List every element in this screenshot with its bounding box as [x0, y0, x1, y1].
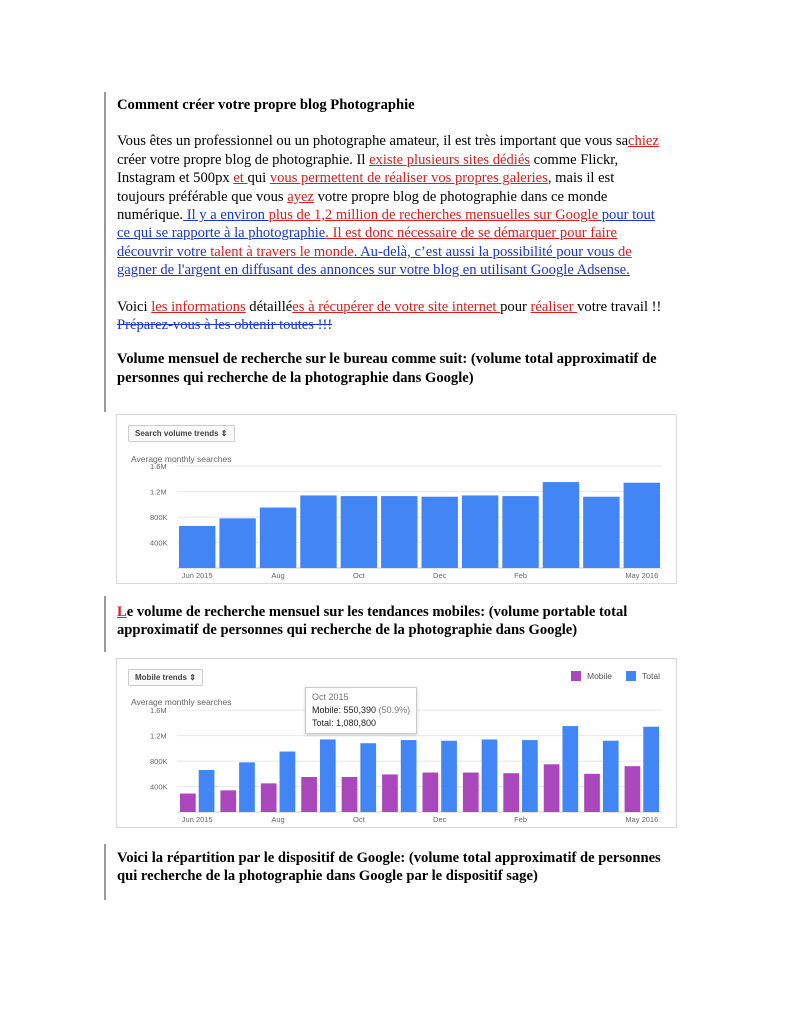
- x-tick-label: Feb: [514, 815, 528, 824]
- y-tick-label: 1.2M: [150, 487, 167, 497]
- x-tick-label: Jun 2015: [181, 571, 213, 580]
- bar-apr-2016[interactable]: [583, 497, 619, 568]
- x-tick-label: Dec: [433, 571, 447, 580]
- x-tick-label: Dec: [433, 815, 447, 824]
- y-tick-label: 1.6M: [150, 462, 167, 472]
- text-run: qui: [247, 170, 270, 187]
- text-run: Préparez-vous à les obtenir toutes !!!: [117, 317, 333, 334]
- y-tick-label: 400K: [150, 782, 168, 792]
- bar-mobile-jun-2015[interactable]: [180, 794, 196, 812]
- text-run: . Il est donc nécessaire de se démarquer pour faire: [325, 225, 618, 242]
- bar-oct-2015[interactable]: [341, 496, 377, 568]
- chart-subtitle: Average monthly searches: [131, 454, 232, 464]
- text-run: existe plusieurs sites dédiés: [369, 151, 530, 168]
- bar-mobile-jan-2016[interactable]: [463, 773, 479, 812]
- bar-dec-2015[interactable]: [422, 497, 458, 568]
- paragraph-info: [117, 298, 662, 335]
- tooltip-total: Total: 1,080,800: [312, 718, 377, 728]
- desktop-trends-chart: [116, 414, 677, 584]
- section-mobile-text: e volume de recherche mensuel sur les tendances mobiles: (volume portable total approximatif de personnes qui recherche de la photographie dans Google): [117, 604, 628, 639]
- paragraph-intro: [117, 132, 662, 279]
- x-tick-label: May 2016: [625, 815, 659, 824]
- y-tick-label: 800K: [150, 513, 168, 523]
- text-run: talent à travers le monde: [206, 243, 354, 260]
- text-run: votre propre blog de photographie dans ce monde numérique.: [117, 188, 608, 224]
- bar-nov-2015[interactable]: [381, 496, 417, 568]
- text-run: gagner de l'argent en diffusant des annonces sur votre blog en utilisant Google Adsense.: [117, 262, 630, 279]
- mobile-trends-dropdown[interactable]: Mobile trends ⇕: [128, 669, 203, 686]
- y-tick-label: 1.6M: [150, 706, 167, 716]
- section-desktop-heading: Volume mensuel de recherche sur le bureau comme suit: (volume total approximatif de personnes qui recherche de la photographie dans Google): [117, 351, 657, 386]
- legend-label-total: Total: [642, 671, 661, 681]
- bar-total-may-2016[interactable]: [643, 727, 659, 812]
- bar-total-jun-2015[interactable]: [199, 770, 215, 812]
- bar-jul-2015[interactable]: [219, 518, 255, 568]
- text-run: réaliser: [530, 298, 578, 315]
- text-run: Vous êtes un professionnel ou un photographe amateur, il est très important que vous sa: [117, 133, 629, 150]
- section-mobile-heading: [117, 603, 662, 640]
- bar-mobile-mar-2016[interactable]: [544, 764, 560, 812]
- mobile-bar-chart: [117, 659, 676, 827]
- bar-mobile-jul-2015[interactable]: [220, 790, 236, 812]
- bar-feb-2016[interactable]: [502, 496, 538, 568]
- text-run: Il y a environ: [183, 207, 269, 224]
- mobile-trends-chart: [116, 658, 677, 828]
- document-body: [117, 96, 662, 387]
- page-title: Comment créer votre propre blog Photographie: [117, 97, 415, 113]
- bar-mobile-sep-2015[interactable]: [301, 777, 317, 812]
- bar-jan-2016[interactable]: [462, 495, 498, 568]
- text-run: et: [233, 170, 248, 187]
- text-run: créer votre propre blog de photographie. Il: [117, 151, 370, 168]
- bar-mobile-may-2016[interactable]: [625, 766, 641, 812]
- x-tick-label: Aug: [271, 571, 285, 580]
- y-tick-label: 800K: [150, 757, 168, 767]
- bar-total-dec-2015[interactable]: [441, 741, 457, 812]
- legend-label-mobile: Mobile: [587, 671, 613, 681]
- bar-sep-2015[interactable]: [300, 495, 336, 568]
- text-run: pour tout ce qui se rapporte à la photographie: [117, 207, 655, 242]
- x-tick-label: Oct: [353, 815, 365, 824]
- bar-total-oct-2015[interactable]: [360, 743, 376, 812]
- text-run: es à récupérer de votre site internet: [292, 298, 501, 315]
- chart-subtitle: Average monthly searches: [131, 697, 232, 707]
- text-run: chiez: [628, 133, 659, 150]
- bar-mobile-apr-2016[interactable]: [584, 774, 600, 812]
- x-tick-label: May 2016: [625, 571, 659, 580]
- bar-total-apr-2016[interactable]: [603, 741, 619, 812]
- text-run: ayez: [287, 188, 314, 205]
- bar-aug-2015[interactable]: [260, 508, 296, 568]
- text-run: Voici: [117, 298, 152, 315]
- text-run: , mais il est toujours préférable que vous: [117, 170, 615, 205]
- section-device-heading: Voici la répartition par le dispositif de Google: (volume total approximatif de personnes qui recherche de la photographie dans Google par le dispositif sage): [117, 850, 661, 885]
- desktop-bar-chart: [117, 415, 676, 583]
- tooltip-mobile: Mobile: 550,390: [312, 705, 377, 715]
- bar-total-jan-2016[interactable]: [482, 739, 498, 812]
- bar-total-mar-2016[interactable]: [562, 726, 578, 812]
- bar-jun-2015[interactable]: [179, 526, 215, 568]
- bar-total-nov-2015[interactable]: [401, 740, 417, 812]
- change-bar: [104, 844, 106, 900]
- text-run: plus de 1,2 million de recherches mensuelles sur Google: [268, 207, 599, 224]
- change-bar: [104, 92, 106, 412]
- text-run: les informations: [151, 298, 246, 315]
- edited-letter: L: [117, 604, 127, 620]
- text-run: détaillé: [245, 298, 293, 315]
- bar-mobile-aug-2015[interactable]: [261, 783, 277, 812]
- x-tick-label: Feb: [514, 571, 528, 580]
- bar-mobile-oct-2015[interactable]: [342, 777, 358, 812]
- bar-total-feb-2016[interactable]: [522, 740, 538, 812]
- text-run: pour: [500, 298, 531, 315]
- change-bar: [104, 596, 106, 652]
- bar-mobile-nov-2015[interactable]: [382, 774, 398, 812]
- bar-mobile-feb-2016[interactable]: [503, 773, 519, 812]
- search-volume-trends-dropdown[interactable]: Search volume trends ⇕: [128, 425, 235, 442]
- text-run: découvrir votre: [117, 243, 207, 260]
- bar-total-aug-2015[interactable]: [280, 752, 296, 812]
- bar-total-sep-2015[interactable]: [320, 739, 336, 812]
- bar-mobile-dec-2015[interactable]: [423, 773, 439, 812]
- bar-may-2016[interactable]: [624, 483, 660, 568]
- bar-mar-2016[interactable]: [543, 482, 579, 568]
- bar-total-jul-2015[interactable]: [239, 762, 255, 812]
- text-run: vous permettent de réaliser vos propres galeries: [269, 170, 548, 187]
- text-run: votre travail !!: [577, 298, 662, 315]
- y-tick-label: 400K: [150, 538, 168, 548]
- x-tick-label: Jun 2015: [181, 815, 213, 824]
- tooltip-title: Oct 2015: [312, 692, 349, 702]
- text-run: comme Flickr, Instagram et 500px: [117, 151, 619, 187]
- chart-tooltip: [305, 687, 417, 734]
- x-tick-label: Aug: [271, 815, 285, 824]
- tooltip-mobile-pct: (50.9%): [378, 705, 411, 715]
- x-tick-label: Oct: [353, 571, 365, 580]
- text-run: de: [617, 243, 632, 260]
- text-run: . Au-delà, c’est aussi la possibilité pour vous: [353, 243, 618, 260]
- y-tick-label: 1.2M: [150, 731, 167, 741]
